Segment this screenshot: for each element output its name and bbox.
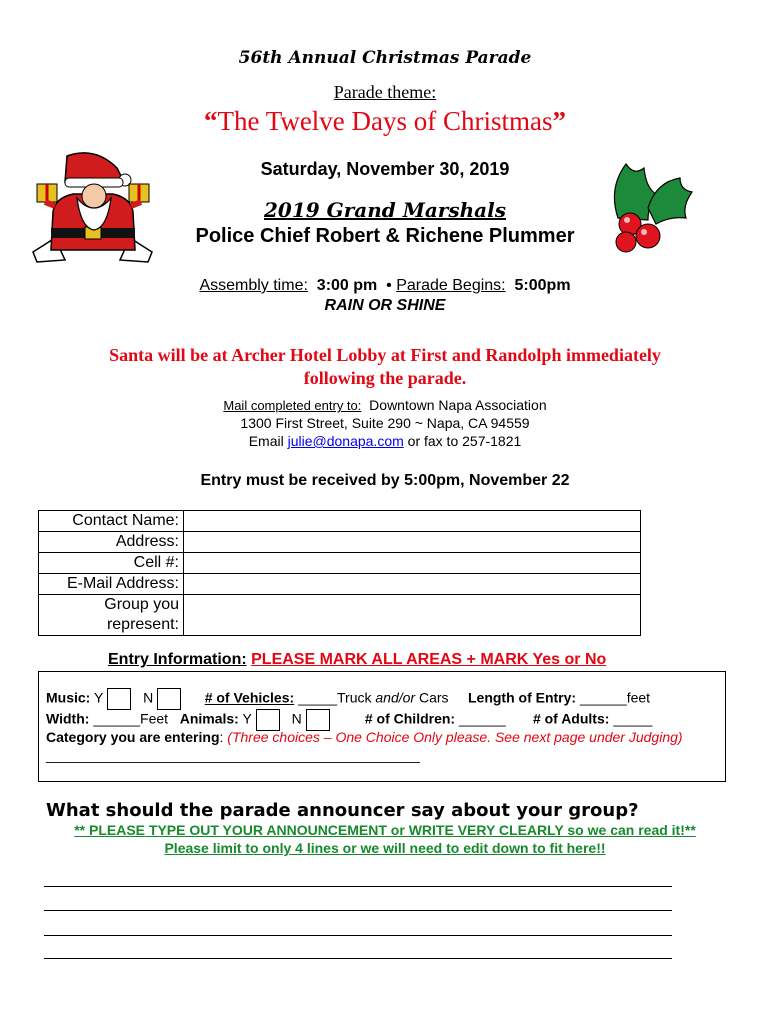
music-yes-label: Y [93,689,104,706]
grand-marshals-title-text: 2019 Grand Marshals [264,198,506,222]
feet-cap-text: Feet [140,710,169,727]
animals-label: Animals: [179,710,239,727]
begins-label: Parade Begins: [396,277,506,294]
announcement-line-4[interactable] [44,958,672,959]
group-label-line1: Group you [104,596,179,613]
group-field[interactable] [184,595,641,636]
email-link[interactable]: julie@donapa.com [287,433,404,449]
assembly-label: Assembly time: [199,277,308,294]
table-row [39,553,641,574]
length-label: Length of Entry: [467,689,577,706]
entry-row-3: Category you are entering: (Three choices – One Choice Only please. See next page under Judging) [46,729,683,745]
mail-line [0,397,770,413]
animals-yes-checkbox[interactable] [256,709,280,731]
announcement-line-1[interactable] [44,886,672,887]
adults-label: # of Adults: [532,710,610,727]
mail-label: Mail completed entry to: [223,398,362,413]
cell-field[interactable] [184,553,641,574]
group-label-line2: represent: [106,616,179,633]
santa-notice-line2: following the parade. [303,368,467,388]
times-line [0,277,770,295]
vehicles-label: # of Vehicles: [204,689,295,706]
email-prefix: Email [248,433,284,449]
announcer-instruction [0,822,770,838]
truck-text: Truck [337,689,372,706]
table-row [39,595,641,636]
email-address-label: E-Mail Address: [39,574,184,595]
entry-heading-label: Entry Information: [108,651,247,668]
length-blank[interactable]: ______ [579,689,627,706]
table-row [39,511,641,532]
santa-icon [25,150,160,270]
width-blank[interactable]: ______ [93,710,141,727]
address-label: Address: [39,532,184,553]
cars-text: Cars [418,689,449,706]
parade-annual-title: 56th Annual Christmas Parade [238,48,532,68]
mail-address: 1300 First Street, Suite 290 ~ Napa, CA 94559 [240,415,530,431]
fax-text: or fax to 257-1821 [407,433,522,449]
rain-or-shine: RAIN OR SHINE [324,297,446,314]
music-label: Music: [46,689,91,706]
begins-value: 5:00pm [514,277,571,294]
contact-name-label: Contact Name: [39,511,184,532]
feet-text: feet [626,689,651,706]
width-label: Width: [46,710,90,727]
group-label [39,595,184,636]
vehicles-blank[interactable]: _____ [298,689,337,706]
mail-contact [0,433,770,449]
music-no-checkbox[interactable] [157,688,181,710]
table-row [39,574,641,595]
animals-yes-label: Y [242,710,252,727]
announcer-limit-text: Please limit to only 4 lines or we will need to edit down to fit here!! [164,840,606,856]
adults-blank[interactable]: _____ [613,710,653,727]
open-quote: “ [203,106,218,136]
mail-org: Downtown Napa Association [369,397,547,413]
announcer-limit [0,840,770,856]
entry-heading [108,651,606,669]
announcement-line-2[interactable] [44,910,672,911]
parade-theme-label [0,82,770,103]
entry-row-1 [46,688,650,710]
music-no-label: N [143,689,154,706]
announcement-line-3[interactable] [44,935,672,936]
animals-no-label: N [291,710,302,727]
table-row [39,532,641,553]
category-note: (Three choices – One Choice Only please. See next page under Judging) [227,729,683,745]
music-yes-checkbox[interactable] [107,688,131,710]
children-blank[interactable]: ______ [458,710,506,727]
contact-table [38,510,641,636]
theme-label-text: Parade theme: [333,82,437,102]
category-blank[interactable]: ________________________________________________ [46,747,420,763]
theme-text: The Twelve Days of Christmas [217,106,553,136]
holly-icon [608,158,693,258]
parade-date: Saturday, November 30, 2019 [260,159,510,179]
email-address-field[interactable] [184,574,641,595]
announcer-question: What should the parade announcer say about your group? [46,800,639,821]
grand-marshals-names: Police Chief Robert & Richene Plummer [195,225,575,247]
santa-notice-line1: Santa will be at Archer Hotel Lobby at First and Randolph immediately [109,345,661,365]
cell-label: Cell #: [39,553,184,574]
bullet: • [386,277,392,294]
close-quote: ” [552,106,567,136]
children-label: # of Children: [364,710,456,727]
announcer-instruction-text: ** PLEASE TYPE OUT YOUR ANNOUNCEMENT or WRITE VERY CLEARLY so we can read it!** [74,822,696,838]
entry-deadline: Entry must be received by 5:00pm, November 22 [200,472,570,489]
category-label: Category you are entering [46,729,220,745]
entry-heading-note: PLEASE MARK ALL AREAS + MARK Yes or No [251,651,607,668]
animals-no-checkbox[interactable] [306,709,330,731]
parade-theme [0,106,770,137]
and-or-text: and/or [375,689,416,706]
entry-row-2 [46,709,652,731]
assembly-value: 3:00 pm [316,277,378,294]
address-field[interactable] [184,532,641,553]
contact-name-field[interactable] [184,511,641,532]
